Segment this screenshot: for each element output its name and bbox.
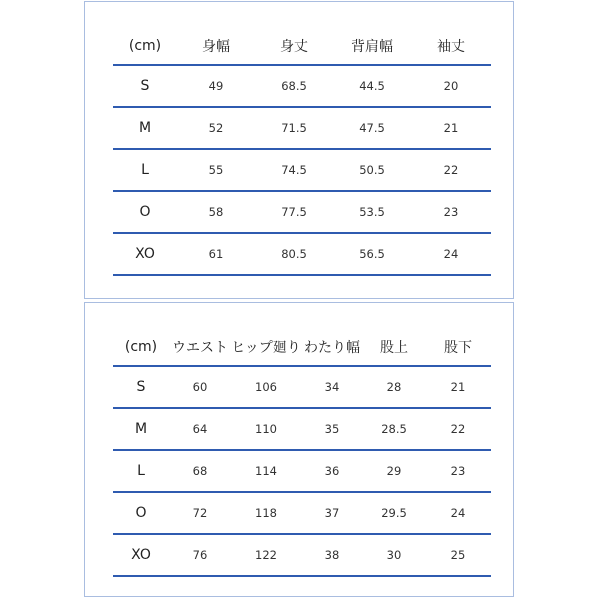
size-label: L [113, 149, 177, 191]
column-header: 身幅 [177, 27, 255, 65]
table-row [113, 450, 491, 492]
top-size-panel [84, 1, 514, 299]
table-cell: 47.5 [333, 107, 411, 149]
table-cell: 118 [231, 492, 301, 534]
top-size-table [113, 27, 491, 276]
table-row [113, 191, 491, 233]
table-cell: 37 [301, 492, 363, 534]
table-cell: 68 [169, 450, 231, 492]
size-label: M [113, 107, 177, 149]
size-label: M [113, 408, 169, 450]
table-cell: 55 [177, 149, 255, 191]
table-cell: 77.5 [255, 191, 333, 233]
table-cell: 76 [169, 534, 231, 576]
table-row [113, 408, 491, 450]
table-cell: 29 [363, 450, 425, 492]
bottom-size-table [113, 328, 491, 577]
table-cell: 28.5 [363, 408, 425, 450]
table-cell: 64 [169, 408, 231, 450]
table-row [113, 366, 491, 408]
table-cell: 24 [411, 233, 491, 275]
column-header: 身丈 [255, 27, 333, 65]
table-row [113, 233, 491, 275]
table-cell: 36 [301, 450, 363, 492]
table-cell: 34 [301, 366, 363, 408]
column-header: 背肩幅 [333, 27, 411, 65]
table-cell: 114 [231, 450, 301, 492]
table-row [113, 149, 491, 191]
table-row [113, 65, 491, 107]
column-header: 股上 [363, 328, 425, 366]
column-header: ウエスト [169, 328, 231, 366]
table-cell: 106 [231, 366, 301, 408]
table-cell: 23 [425, 450, 491, 492]
table-cell: 21 [411, 107, 491, 149]
column-header: わたり幅 [301, 328, 363, 366]
table-cell: 110 [231, 408, 301, 450]
table-cell: 23 [411, 191, 491, 233]
table-cell: 22 [425, 408, 491, 450]
table-cell: 122 [231, 534, 301, 576]
size-label: XO [113, 534, 169, 576]
table-row [113, 534, 491, 576]
table-cell: 74.5 [255, 149, 333, 191]
table-cell: 20 [411, 65, 491, 107]
size-label: O [113, 492, 169, 534]
table-cell: 58 [177, 191, 255, 233]
table-cell: 72 [169, 492, 231, 534]
table-cell: 30 [363, 534, 425, 576]
table-cell: 22 [411, 149, 491, 191]
table-cell: 21 [425, 366, 491, 408]
table-cell: 53.5 [333, 191, 411, 233]
size-label: S [113, 65, 177, 107]
table-cell: 44.5 [333, 65, 411, 107]
header-row [113, 328, 491, 366]
table-cell: 80.5 [255, 233, 333, 275]
table-cell: 68.5 [255, 65, 333, 107]
table-row [113, 107, 491, 149]
table-cell: 50.5 [333, 149, 411, 191]
table-cell: 35 [301, 408, 363, 450]
table-cell: 25 [425, 534, 491, 576]
table-cell: 52 [177, 107, 255, 149]
table-cell: 28 [363, 366, 425, 408]
table-cell: 49 [177, 65, 255, 107]
table-cell: 24 [425, 492, 491, 534]
size-label: O [113, 191, 177, 233]
column-header: 袖丈 [411, 27, 491, 65]
table-cell: 29.5 [363, 492, 425, 534]
unit-header: (cm) [113, 328, 169, 366]
size-label: XO [113, 233, 177, 275]
bottom-size-panel [84, 302, 514, 597]
column-header: ヒップ廻り [231, 328, 301, 366]
table-cell: 60 [169, 366, 231, 408]
table-cell: 61 [177, 233, 255, 275]
table-cell: 56.5 [333, 233, 411, 275]
size-label: S [113, 366, 169, 408]
column-header: 股下 [425, 328, 491, 366]
table-cell: 38 [301, 534, 363, 576]
header-row [113, 27, 491, 65]
table-cell: 71.5 [255, 107, 333, 149]
size-label: L [113, 450, 169, 492]
table-row [113, 492, 491, 534]
unit-header: (cm) [113, 27, 177, 65]
